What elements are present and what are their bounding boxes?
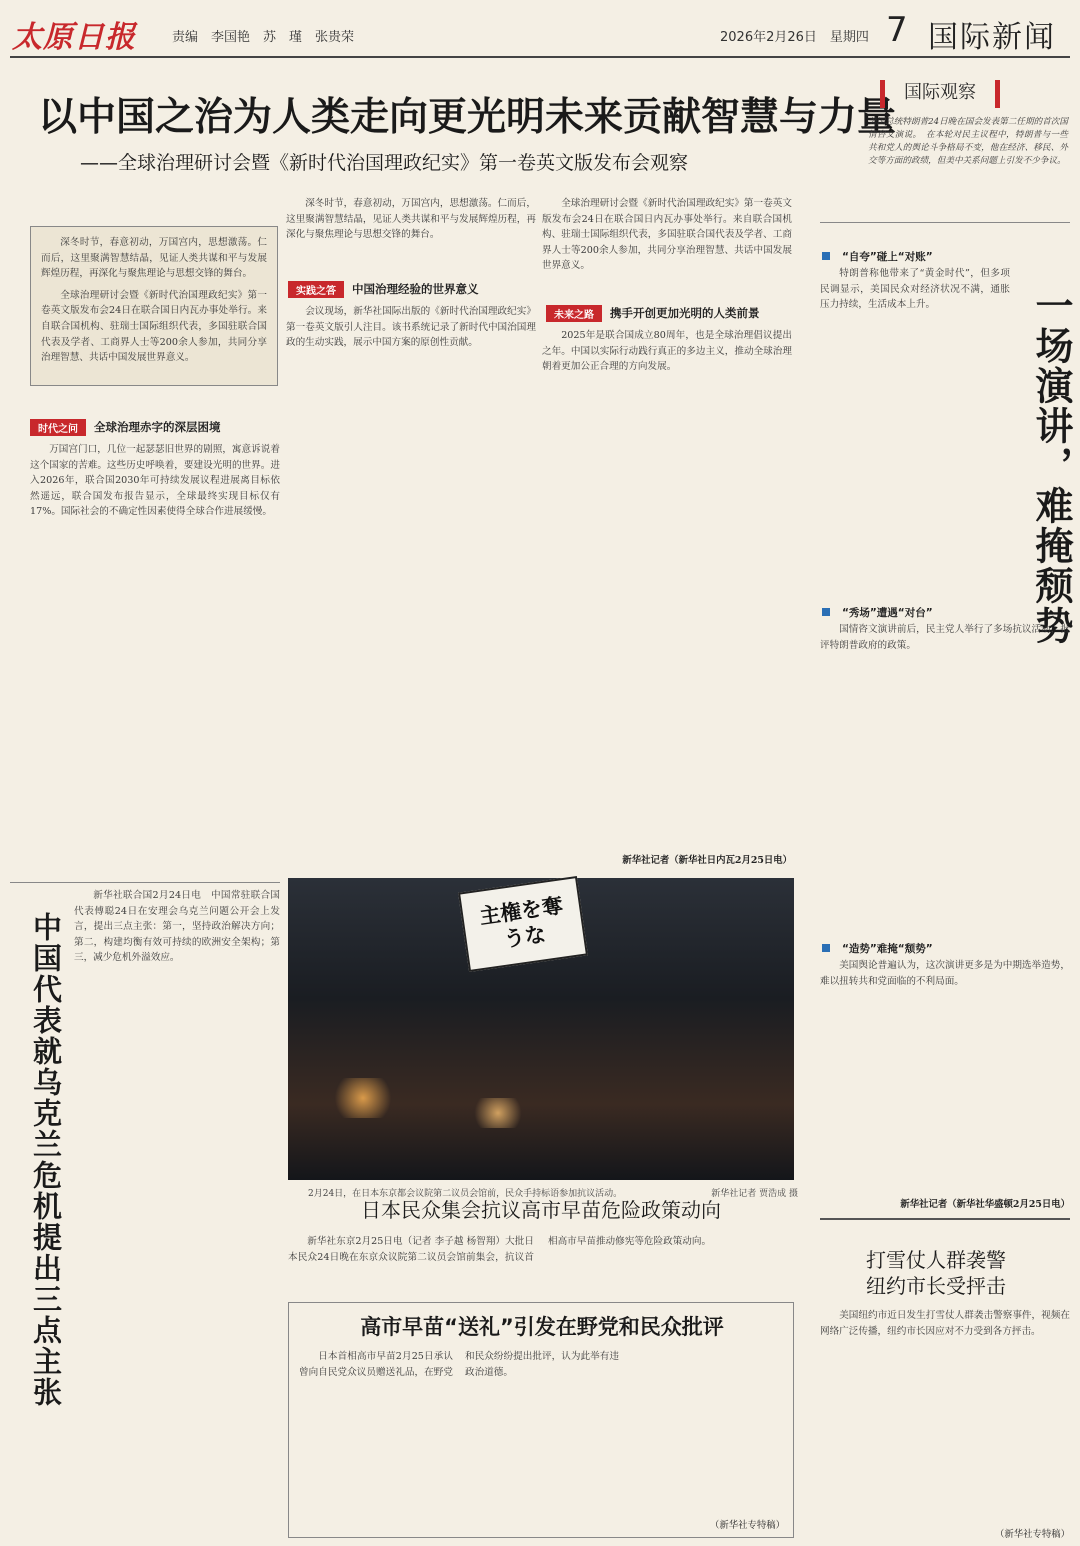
right-section-1-body bbox=[820, 266, 1010, 596]
lead-section-2-paragraph: 会议现场，新华社国际出版的《新时代治国理政纪实》第一卷英文版引人注目。该书系统记录了新时代中国治国理政的生动实践，展示中国方案的原创性贡献。 bbox=[286, 306, 536, 349]
photo-credit: 新华社记者 贾浩成 摄 bbox=[711, 1189, 798, 1199]
gift-story-title: 高市早苗“送礼”引发在野党和民众批评 bbox=[360, 1315, 724, 1339]
protest-photo bbox=[288, 878, 794, 1180]
newspaper-logo: 太原日报 bbox=[12, 20, 136, 55]
light-glow bbox=[468, 1098, 528, 1128]
lead-section-2-heading bbox=[288, 280, 538, 298]
right-section-1-heading bbox=[822, 248, 1012, 264]
square-bullet-icon bbox=[822, 252, 830, 260]
section-title: 国际新闻 bbox=[928, 20, 1056, 55]
lead-byline: 新华社记者（新华社日内瓦2月25日电） bbox=[622, 855, 792, 866]
nyc-story-title-line-1: 打雪仗人群袭警 bbox=[866, 1248, 1006, 1272]
lead-intro-paragraph-2: 全球治理研讨会暨《新时代治国理政纪实》第一卷英文版发布会24日在联合国日内瓦办事处举行。来自联合国机构、驻瑞士国际组织代表，多国驻联合国代表及学者、工商界人士等200余人参加，共同分享治理智慧、共话中国发展世界意义。 bbox=[41, 289, 267, 364]
section-heading-text: 全球治理赤字的深层困境 bbox=[94, 420, 221, 434]
lead-headline: 以中国之治为人类走向更光明未来贡献智慧与力量 bbox=[38, 95, 897, 140]
photo-caption: 2月24日，在日本东京都会议院第二议员会馆前，民众手持标语参加抗议活动。 bbox=[308, 1189, 623, 1199]
light-glow bbox=[328, 1078, 398, 1118]
lead-column-3-paragraph: 全球治理研讨会暨《新时代治国理政纪实》第一卷英文版发布会24日在联合国日内瓦办事处举行。来自联合国机构、驻瑞士国际组织代表，多国驻联合国代表及学者、工商界人士等200余人参加，共同分享治理智慧、共话中国发展世界意义。 bbox=[542, 198, 792, 272]
lead-section-3-paragraph: 2025年是联合国成立80周年，也是全球治理倡议提出之年。中国以实际行动践行真正的多边主义，推动全球治理朝着更加公正合理的方向发展。 bbox=[542, 330, 792, 373]
lead-column-2-body bbox=[286, 196, 536, 276]
right-section-2-heading bbox=[822, 604, 1012, 620]
protest-sign bbox=[458, 876, 588, 972]
nyc-story-byline: （新华社专特稿） bbox=[994, 1529, 1070, 1540]
section-heading-text: 携手开创更加光明的人类前景 bbox=[610, 306, 760, 320]
left-story-body bbox=[74, 888, 280, 1538]
right-section-heading-text: “造势”难掩“颓势” bbox=[842, 942, 933, 955]
gift-story-body bbox=[299, 1349, 785, 1515]
nyc-story-title-line-2: 纽约市长受抨击 bbox=[866, 1274, 1006, 1298]
lead-section-1-paragraph: 万国宫门口，几位一起瑟瑟旧世界的剧照，寓意诉说着这个国家的苦难。这些历史呼唤着，要建设光明的世界。进入2026年，联合国2030年可持续发展议程进展离目标依然遥远，联合国发布报告显示，全球最终实现目标仅有17%。国际社会的不确定性因素使得全球合作进展缓慢。 bbox=[30, 444, 280, 518]
protest-sign-text: 主権を奪うな bbox=[477, 893, 565, 952]
right-section-heading-text: “自夸”碰上“对账” bbox=[842, 250, 933, 263]
lead-intro-box bbox=[30, 226, 278, 386]
section-tag: 时代之问 bbox=[30, 419, 86, 436]
lead-column-3-body bbox=[542, 196, 792, 296]
editors-line: 责编 李国艳 苏 瑾 张贵荣 bbox=[172, 30, 355, 45]
lead-subtitle: ——全球治理研讨会暨《新时代治国理政纪实》第一卷英文版发布会观察 bbox=[80, 152, 689, 174]
column-intro: 美国总统特朗普24日晚在国会发表第二任期的首次国情咨文演说。 在本轮对民主议程中，特朗普与一些共和党人的舆论斗争格局不变，他在经济、移民、外交等方面的政绩，但美中关系问题上引发不少争议。 bbox=[868, 117, 1068, 166]
japan-story-body bbox=[288, 1234, 794, 1300]
left-story-rule bbox=[10, 882, 280, 883]
gift-story-byline: （新华社专特稿） bbox=[709, 1520, 785, 1531]
lead-section-3-body bbox=[542, 328, 792, 848]
section-tag: 未来之路 bbox=[546, 305, 602, 322]
lead-section-1-body bbox=[30, 442, 280, 862]
lead-section-1-heading bbox=[30, 418, 280, 436]
column-label-text: 国际观察 bbox=[904, 82, 976, 103]
right-story-byline: 新华社记者（新华社华盛顿2月25日电） bbox=[900, 1199, 1070, 1210]
column-label bbox=[880, 80, 1000, 108]
nyc-story-body bbox=[820, 1308, 1070, 1522]
page-number: 7 bbox=[886, 10, 908, 50]
right-column-rule bbox=[820, 222, 1070, 223]
lead-section-2-body bbox=[286, 304, 536, 864]
nyc-story-paragraph: 美国纽约市近日发生打雪仗人群袭击警察事件，视频在网络广泛传播，纽约市长因应对不力受到各方抨击。 bbox=[820, 1310, 1070, 1337]
japan-story-paragraph: 新华社东京2月25日电（记者 李子越 杨智翔）大批日本民众24日晚在东京众议院第二议员会馆前集会，抗议首相高市早苗推动修宪等危险政策动向。 bbox=[288, 1236, 712, 1263]
header-rule bbox=[10, 56, 1070, 58]
nyc-story-rule bbox=[820, 1218, 1070, 1220]
section-tag: 实践之答 bbox=[288, 281, 344, 298]
square-bullet-icon bbox=[822, 944, 830, 952]
left-story-paragraph: 新华社联合国2月24日电 中国常驻联合国代表傅聪24日在安理会乌克兰问题公开会上发言，提出三点主张：第一，坚持政治解决方向；第二，构建均衡有效可持续的欧洲安全架构；第三，减少危机外溢效应。 bbox=[74, 890, 280, 964]
gift-story-paragraph: 日本首相高市早苗2月25日承认曾向自民党众议员赠送礼品，在野党和民众纷纷提出批评，认为此举有违政治道德。 bbox=[299, 1351, 619, 1378]
lead-section-3-heading bbox=[546, 304, 796, 322]
right-section-3-paragraph: 美国舆论普遍认为，这次演讲更多是为中期选举造势，难以扭转共和党面临的不利局面。 bbox=[820, 960, 1070, 987]
right-section-2-paragraph: 国情咨文演讲前后，民主党人举行了多场抗议活动，批评特朗普政府的政策。 bbox=[820, 624, 1070, 651]
square-bullet-icon bbox=[822, 608, 830, 616]
right-story-title: 一场演讲，难掩颓势 bbox=[1029, 286, 1073, 646]
lead-column-2-paragraph: 深冬时节，春意初动，万国宫内，思想激荡。仁而后，这里聚满智慧结晶，见证人类共谋和平与发展辉煌历程，再深化与聚焦理论与思想交锋的舞台。 bbox=[286, 198, 536, 241]
section-heading-text: 中国治理经验的世界意义 bbox=[352, 282, 479, 296]
right-section-3-body bbox=[820, 958, 1070, 1194]
left-story-title: 中国代表就乌克兰危机提出三点主张 bbox=[29, 912, 63, 1408]
right-section-1-paragraph: 特朗普称他带来了“黄金时代”，但多项民调显示，美国民众对经济状况不满，通胀压力持续，生活成本上升。 bbox=[820, 268, 1010, 311]
gift-story-box bbox=[288, 1302, 794, 1538]
right-section-3-heading bbox=[822, 940, 1072, 956]
right-section-heading-text: “秀场”遭遇“对台” bbox=[842, 606, 933, 619]
japan-story-title: 日本民众集会抗议高市早苗危险政策动向 bbox=[361, 1198, 721, 1222]
lead-intro-paragraph: 深冬时节，春意初动，万国宫内，思想激荡。仁而后，这里聚满智慧结晶，见证人类共谋和平与发展辉煌历程，再深化与聚焦理论与思想交锋的舞台。 bbox=[41, 237, 267, 280]
issue-date: 2026年2月26日 星期四 bbox=[720, 30, 869, 45]
right-section-2-body bbox=[820, 622, 1070, 932]
